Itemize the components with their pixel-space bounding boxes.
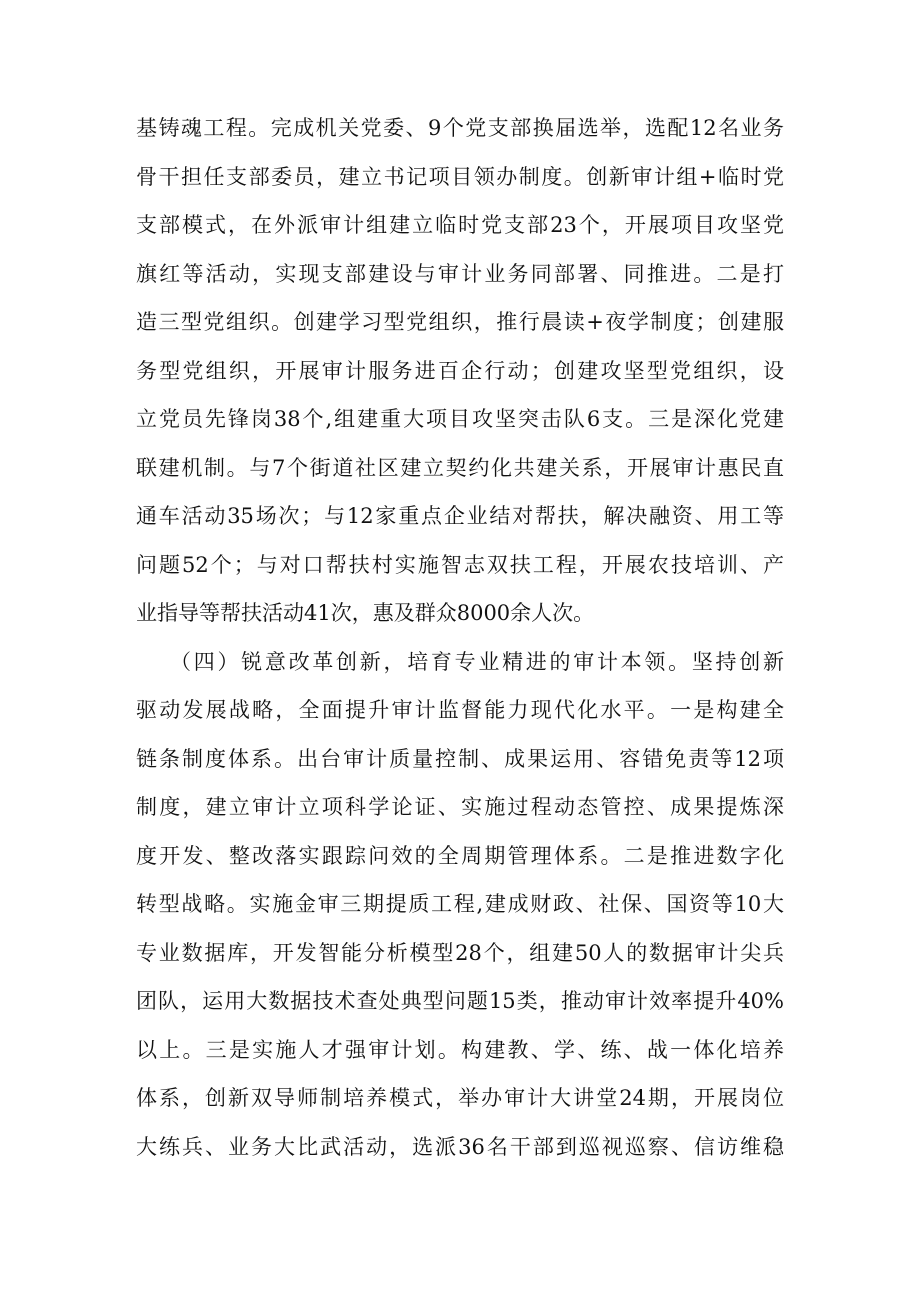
text-line: 团队，运用大数据技术查处典型问题15类，推动审计效率提升40% [136, 989, 784, 1013]
text-line: 以上。三是实施人才强审计划。构建教、学、练、战一体化培养 [136, 1037, 784, 1062]
text-line: 通车活动35场次；与12家重点企业结对帮扶，解决融资、用工等 [136, 504, 784, 528]
section-heading-line: （四）锐意改革创新，培育专业精进的审计本领。坚持创新 [170, 649, 784, 674]
text-line: 基铸魂工程。完成机关党委、9个党支部换届选举，选配12名业务 [136, 116, 784, 140]
text-line: 制度，建立审计立项科学论证、实施过程动态管控、成果提炼深 [136, 795, 784, 819]
document-body [136, 104, 784, 1171]
text-line: 问题52个；与对口帮扶村实施智志双扶工程，开展农技培训、产 [136, 552, 784, 577]
text-line: 造三型党组织。创建学习型党组织，推行晨读+夜学制度；创建服 [136, 310, 784, 334]
text-line: 联建机制。与7个街道社区建立契约化共建关系，开展审计惠民直 [136, 455, 784, 480]
text-line: 骨干担任支部委员，建立书记项目领办制度。创新审计组+临时党 [136, 164, 784, 189]
text-line: 体系，创新双导师制培养模式，举办审计大讲堂24期，开展岗位 [136, 1086, 784, 1110]
text-line: 立党员先锋岗38个,组建重大项目攻坚突击队6支。三是深化党建 [136, 407, 784, 431]
text-line: 旗红等活动，实现支部建设与审计业务同部署、同推进。二是打 [136, 261, 784, 286]
text-line: 度开发、整改落实跟踪问效的全周期管理体系。二是推进数字化 [136, 843, 784, 868]
text-line: 专业数据库，开发智能分析模型28个，组建50人的数据审计尖兵 [136, 940, 784, 965]
text-line: 链条制度体系。出台审计质量控制、成果运用、容错免责等12项 [136, 746, 784, 771]
text-line: 大练兵、业务大比武活动，选派36名干部到巡视巡察、信访维稳 [136, 1134, 784, 1159]
text-line: 支部模式，在外派审计组建立临时党支部23个，开展项目攻坚党 [136, 213, 784, 237]
text-line: 驱动发展战略，全面提升审计监督能力现代化水平。一是构建全 [136, 698, 784, 722]
text-line: 转型战略。实施金审三期提质工程,建成财政、社保、国资等10大 [136, 892, 784, 916]
text-line: 务型党组织，开展审计服务进百企行动；创建攻坚型党组织，设 [136, 358, 784, 383]
text-line: 业指导等帮扶活动41次，惠及群众8000余人次。 [136, 601, 595, 625]
